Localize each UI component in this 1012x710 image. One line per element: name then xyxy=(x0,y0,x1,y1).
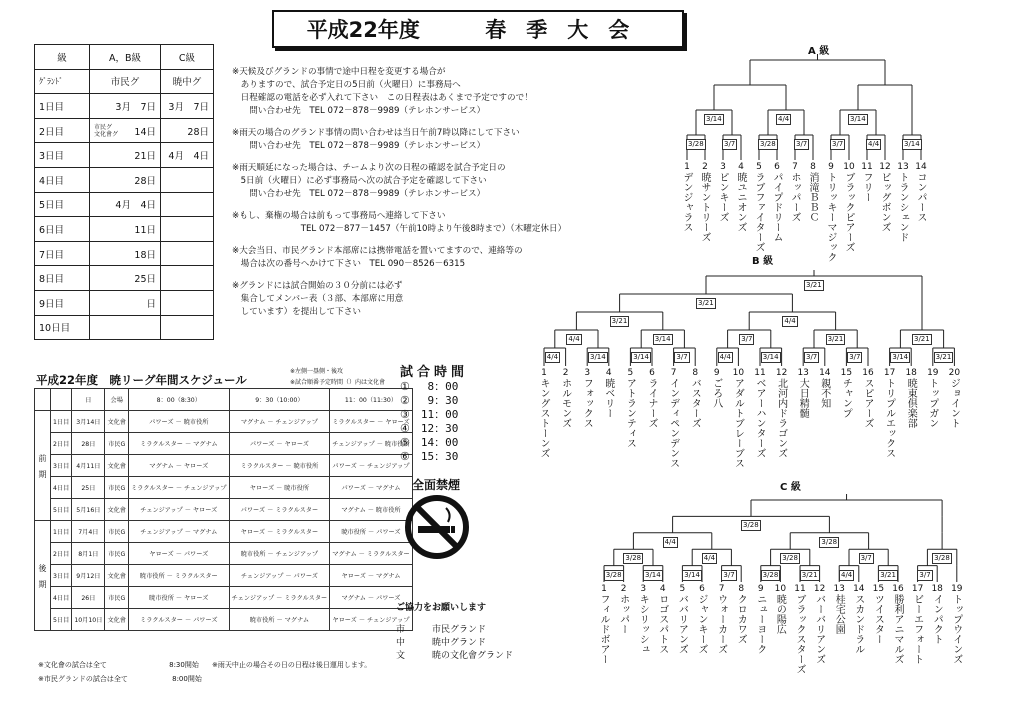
bracket-team-name: 大日精髄 xyxy=(797,378,809,418)
league-game: パワーズ － 暁市役所 xyxy=(129,411,230,433)
bracket-date: 3/14 xyxy=(892,353,909,361)
bracket-team-name: ごろ八 xyxy=(710,378,722,408)
bracket-date: 3/14 xyxy=(645,570,661,579)
bracket-team-number: 11 xyxy=(754,368,766,378)
thanks-line: 文 暁の文化會グランド xyxy=(396,651,514,661)
bracket-date: 4/4 xyxy=(546,353,559,361)
league-game: チェンジアップ － 暁市役所 xyxy=(330,433,413,455)
bracket-team-number: 16 xyxy=(862,368,874,378)
bracket-team-name: トップウインズ xyxy=(950,594,962,664)
league-game: チェンジアップ － ヤローズ xyxy=(129,499,230,521)
thanks-line: 中 暁中グランド xyxy=(396,638,487,648)
schedule-c: 4月 4日 xyxy=(161,143,214,168)
note-item: ※天候及びグランドの事情で途中日程を変更する場合が ありますので、試合予定日の5日前（火曜日）に事務局へ 日程確認の電話を必ず入れて下さい この日程表はあくまで予定ですので！ 問い合わせ先 TEL 072－878－9989（テレホンサービス） xyxy=(232,67,533,116)
league-day-num: 2日目 xyxy=(51,433,72,455)
note-item: ※もし、棄権の場合は前もって事務局へ連絡して下さい TEL 072－877－1457（午前10時より午後8時まで）（木曜定休日） xyxy=(232,211,567,234)
schedule-ab: 3月 7日 xyxy=(90,94,161,119)
league-game: マグナム － チェンジアップ xyxy=(229,411,330,433)
bracket-team-number: 7 xyxy=(792,162,798,172)
bracket-team-number: 1 xyxy=(541,368,547,378)
bracket-team-name: 暁ベリー xyxy=(602,378,614,418)
league-day-num: 3日目 xyxy=(51,455,72,477)
bracket-team-name: スカンドラル xyxy=(852,594,864,654)
note-item: ※グランドには試合開始の３０分前には必ず 集合してメンバー表（３部、本部席に用意 しています）を提出して下さい xyxy=(232,281,404,317)
league-venue: 市民G xyxy=(105,543,129,565)
note-item: ※大会当日、市民グランド本部席には携帯電話を置いてますので、連絡等の 場合は次の番号へかけて下さい TEL 090－8526－6315 xyxy=(232,246,523,269)
league-game: ミラクルスター － ヤローズ xyxy=(330,411,413,433)
bracket-date: 3/21 xyxy=(611,317,628,325)
league-game: マグナム － 暁市役所 xyxy=(330,499,413,521)
league-venue: 文化會 xyxy=(105,411,129,433)
bracket-date: 4/4 xyxy=(703,554,716,563)
schedule-day: 4日目 xyxy=(35,167,90,192)
bracket-team-number: 12 xyxy=(775,368,788,378)
league-legend-1: ※左側一塁側・後攻 xyxy=(290,368,344,375)
bracket-date: 4/4 xyxy=(868,140,880,148)
league-game: ミラクルスター － 暁市役所 xyxy=(229,455,330,477)
schedule-ab: 4月 4日 xyxy=(90,192,161,217)
league-legend-2: ※試合順番予定時間（）内は文化會 xyxy=(290,379,386,386)
bracket-team-number: 5 xyxy=(679,584,686,594)
league-game: ヤローズ － ミラクルスター xyxy=(229,521,330,543)
bracket-team-number: 9 xyxy=(757,584,764,594)
bracket-team-name: 消滝ＢＢＣ xyxy=(807,172,818,222)
bracket-date: 3/7 xyxy=(676,353,688,361)
bracket-team-name: 暁東倶楽部 xyxy=(905,378,917,428)
bracket-team-number: 9 xyxy=(713,368,720,378)
schedule-ab: 28日 xyxy=(90,167,161,192)
schedule-day: 9日目 xyxy=(35,290,90,315)
bracket-team-name: ベアーハンターズ xyxy=(754,378,765,458)
schedule-day: 10日目 xyxy=(35,315,90,340)
bracket-team-name: バーバリアンズ xyxy=(813,594,825,664)
bracket-team-name: トランシェンド xyxy=(897,172,908,242)
title-year: 平成22年度 xyxy=(306,18,420,42)
schedule-ab-note: 市民グ 文化會グ xyxy=(94,123,119,138)
bracket-team-number: 16 xyxy=(892,584,904,594)
bracket-a-title: A 級 xyxy=(808,46,830,57)
league-game: 暁市役所 － マグナム xyxy=(229,609,330,631)
schedule-c: 3月 7日 xyxy=(161,94,214,119)
schedule-ab: 日 xyxy=(90,290,161,315)
bracket-team-number: 7 xyxy=(718,584,725,594)
league-venue: 市民G xyxy=(105,587,129,609)
bracket-team-name: 暁ユニオンズ xyxy=(735,172,746,232)
league-day-num: 4日目 xyxy=(51,477,72,499)
league-day-num: 1日目 xyxy=(51,521,72,543)
league-venue: 文化會 xyxy=(105,455,129,477)
schedule-header: 級 xyxy=(35,45,90,70)
bracket-team-name: ビーエフォート xyxy=(911,594,923,664)
bracket-team-number: 4 xyxy=(738,162,744,172)
league-date: 5月16日 xyxy=(72,499,105,521)
league-half-label: 後 期 xyxy=(35,521,51,631)
bracket-team-name: パイプドリーム xyxy=(771,172,782,242)
bracket-team-number: 12 xyxy=(813,584,826,594)
league-game: ミラクルスター － パワーズ xyxy=(129,609,230,631)
match-time: ⑤ 14：00 xyxy=(400,436,459,449)
bracket-date: 3/28 xyxy=(605,570,622,579)
league-game: パワーズ － チェンジアップ xyxy=(330,455,413,477)
bracket-date: 4/4 xyxy=(568,335,580,343)
bracket-team-number: 12 xyxy=(879,162,891,172)
bracket-team-number: 18 xyxy=(905,368,917,378)
bracket-date: 3/21 xyxy=(935,353,952,361)
bracket-team-name: ホッパー xyxy=(617,594,629,634)
bracket-team-name: アトランティス xyxy=(624,378,636,448)
bracket-date: 3/28 xyxy=(760,140,776,148)
bracket-team-name: デンジャラス xyxy=(681,172,692,232)
bracket-date: 4/4 xyxy=(778,115,790,123)
bracket-team-name: ピンキーズ xyxy=(717,172,728,222)
bracket-date: 3/14 xyxy=(904,140,920,148)
bracket-date: 3/21 xyxy=(827,335,844,343)
bracket-team-name: ブラックスターズ xyxy=(794,594,805,674)
league-venue: 文化會 xyxy=(105,565,129,587)
league-game: チェンジアップ － ミラクルスター xyxy=(229,587,330,609)
bracket-b-title: B 級 xyxy=(752,256,774,267)
league-day-num: 4日目 xyxy=(51,587,72,609)
bracket-date: 3/14 xyxy=(850,115,866,123)
bracket-team-number: 18 xyxy=(931,584,943,594)
bracket-date: 3/7 xyxy=(741,335,753,343)
bracket-team-name: インパクト xyxy=(931,594,943,644)
schedule-day: 3日目 xyxy=(35,143,90,168)
ground-ab: 市民グ xyxy=(90,69,161,94)
bracket-date: 3/14 xyxy=(684,570,700,579)
league-date: 4月11日 xyxy=(72,455,105,477)
bracket-date: 3/21 xyxy=(801,570,818,579)
league-venue: 文化會 xyxy=(105,499,129,521)
bracket-team-number: 1 xyxy=(601,584,607,594)
schedule-header: C級 xyxy=(161,45,214,70)
bracket-team-number: 5 xyxy=(627,368,634,378)
league-day-num: 5日目 xyxy=(51,499,72,521)
bracket-date: 3/7 xyxy=(806,353,818,361)
schedule-header: A，B級 xyxy=(90,45,161,70)
league-date: 9月12日 xyxy=(72,565,105,587)
league-venue: 市民G xyxy=(105,477,129,499)
bracket-team-number: 4 xyxy=(659,584,666,594)
bracket-team-number: 13 xyxy=(797,368,809,378)
bracket-date: 3/7 xyxy=(919,570,931,579)
bracket-team-name: フリー xyxy=(861,172,872,202)
schedule-ab: 25日 xyxy=(90,266,161,291)
league-date: 26日 xyxy=(72,587,105,609)
bracket-team-name: ロゴスパトス xyxy=(656,594,668,654)
bracket-team-number: 6 xyxy=(699,584,705,594)
bracket-date: 3/28 xyxy=(934,554,950,563)
bracket-team-number: 19 xyxy=(927,368,939,378)
bracket-team-number: 14 xyxy=(853,584,865,594)
bracket-date: 3/7 xyxy=(796,140,808,148)
bracket-team-number: 17 xyxy=(911,584,924,594)
thanks-title: ご協力をお願いします xyxy=(396,603,487,613)
bracket-team-name: ホッパーズ xyxy=(789,172,800,222)
bracket-team-number: 2 xyxy=(620,584,627,594)
bracket-date: 4/4 xyxy=(664,537,676,546)
bracket-team-name: ババリアンズ xyxy=(676,594,688,654)
bracket-team-number: 19 xyxy=(951,584,963,594)
bracket-team-name: キシリッシュ xyxy=(637,594,649,654)
bracket-team-name: 親不知 xyxy=(818,378,830,408)
league-game: ヤローズ － マグナム xyxy=(330,565,413,587)
league-header: 日 xyxy=(72,389,105,411)
league-half-label: 前 期 xyxy=(35,411,51,521)
league-game: マグナム － パワーズ xyxy=(330,587,413,609)
league-game: ヤローズ － 暁市役所 xyxy=(229,477,330,499)
bracket-date: 3/14 xyxy=(654,335,671,343)
bracket-team-number: 8 xyxy=(810,162,816,172)
bracket-team-number: 15 xyxy=(840,368,853,378)
ground-c: 暁中グ xyxy=(161,69,214,94)
bracket-team-number: 8 xyxy=(692,368,699,378)
league-game: パワーズ － マグナム xyxy=(330,477,413,499)
schedule-day: 5日目 xyxy=(35,192,90,217)
bracket-team-number: 13 xyxy=(897,162,909,172)
bracket-date: 4/4 xyxy=(784,317,796,325)
schedule-day: 2日目 xyxy=(35,118,90,143)
bracket-date: 3/7 xyxy=(849,353,861,361)
league-date: 28日 xyxy=(72,433,105,455)
schedule-day: 7日目 xyxy=(35,241,90,266)
bracket-team-number: 10 xyxy=(774,584,787,594)
league-header: 11：00（11:30） xyxy=(330,389,413,411)
match-time: ③ 11：00 xyxy=(400,408,459,421)
bracket-team-number: 11 xyxy=(794,584,806,594)
league-header: 9：30（10:00） xyxy=(229,389,330,411)
footnote-time: 8:30開始 xyxy=(169,661,199,669)
match-time: ② 9：30 xyxy=(400,394,459,407)
bracket-team-number: 6 xyxy=(774,162,780,172)
match-time: ① 8：00 xyxy=(400,380,459,393)
bracket-team-number: 13 xyxy=(833,584,845,594)
bracket-team-number: 2 xyxy=(702,162,708,172)
bracket-team-number: 10 xyxy=(732,368,745,378)
league-date: 10月10日 xyxy=(72,609,105,631)
bracket-team-name: キングストーンズ xyxy=(538,378,549,458)
league-date: 25日 xyxy=(72,477,105,499)
bracket-team-number: 1 xyxy=(684,162,690,172)
bracket-date: 3/7 xyxy=(860,554,872,563)
league-venue: 文化會 xyxy=(105,609,129,631)
schedule-ab: 18日 xyxy=(90,241,161,266)
league-day-num: 1日目 xyxy=(51,411,72,433)
bracket-team-number: 9 xyxy=(828,162,834,172)
league-game: 暁市役所 － チェンジアップ xyxy=(229,543,330,565)
thanks-line: 市 市民グランド xyxy=(396,625,487,635)
bracket-team-name: 暁の陽広 xyxy=(774,594,786,634)
bracket-team-name: 北河内ドラゴンズ xyxy=(775,378,787,458)
league-header: 8：00（8:30） xyxy=(129,389,230,411)
league-date: 7月4日 xyxy=(72,521,105,543)
bracket-team-number: 6 xyxy=(649,368,655,378)
league-game: ミラクルスター － マグナム xyxy=(129,433,230,455)
schedule-day: 6日目 xyxy=(35,217,90,242)
bracket-date: 3/7 xyxy=(724,140,736,148)
bracket-team-number: 10 xyxy=(843,162,855,172)
league-game: マグナム － ミラクルスター xyxy=(330,543,413,565)
bracket-date: 3/21 xyxy=(698,299,714,307)
bracket-team-name: バスターズ xyxy=(689,378,701,428)
schedule-c: 28日 xyxy=(161,118,214,143)
bracket-date: 3/14 xyxy=(706,115,722,123)
schedule-ab: 11日 xyxy=(90,217,161,242)
bracket-team-name: ジョイント xyxy=(948,378,960,428)
bracket-team-name: フォックス xyxy=(581,378,593,428)
bracket-date: 3/28 xyxy=(821,537,838,546)
league-game: ミラクルスター － チェンジアップ xyxy=(129,477,230,499)
ground-label: ｸﾞﾗﾝﾄﾞ xyxy=(35,69,90,94)
note-item: ※雨天の場合のグランド事情の問い合わせは当日午前7時以降にして下さい 問い合わせ先 TEL 072－878－9989（テレホンサービス） xyxy=(232,128,520,151)
bracket-team-number: 11 xyxy=(861,162,873,172)
league-date: 8月1日 xyxy=(72,543,105,565)
footnote-time: 8:00開始 xyxy=(172,675,202,683)
league-game: パワーズ － ミラクルスター xyxy=(229,499,330,521)
bracket-team-number: 3 xyxy=(584,368,591,378)
schedule-ab: 市民グ 文化會グ 14日 xyxy=(90,118,161,143)
league-game: ヤローズ － パワーズ xyxy=(129,543,230,565)
league-game: 暁市役所 － パワーズ xyxy=(330,521,413,543)
match-time: ④ 12：30 xyxy=(400,422,459,435)
bracket-date: 3/7 xyxy=(832,140,844,148)
bracket-team-name: フィルドボアー xyxy=(598,594,609,664)
bracket-team-name: スピアーズ xyxy=(862,378,873,428)
bracket-team-name: ラブファイターズ xyxy=(753,172,764,252)
schedule-day: 1日目 xyxy=(35,94,90,119)
bracket-team-number: 14 xyxy=(819,368,831,378)
schedule-ab: 21日 xyxy=(90,143,161,168)
bracket-date: 3/21 xyxy=(914,335,930,343)
no-smoking-label: 全面禁煙 xyxy=(412,478,461,492)
bracket-team-name: ツイスター xyxy=(872,594,884,644)
bracket-date: 4/4 xyxy=(841,570,853,579)
bracket-team-number: 14 xyxy=(915,162,927,172)
league-venue: 市民G xyxy=(105,433,129,455)
bracket-date: 4/4 xyxy=(719,353,731,361)
bracket-team-name: チャンプ xyxy=(840,378,852,418)
league-game: 暁市役所 － ミラクルスター xyxy=(129,565,230,587)
bracket-date: 3/28 xyxy=(762,570,779,579)
bracket-date: 3/14 xyxy=(762,353,779,361)
league-header: 会場 xyxy=(105,389,129,411)
bracket-team-name: トリッキーマジック xyxy=(825,172,836,262)
league-game: チェンジアップ － パワーズ xyxy=(229,565,330,587)
bracket-team-name: ライナーズ xyxy=(646,378,657,428)
bracket-team-name: クロカワズ xyxy=(735,594,747,644)
bracket-date: 3/21 xyxy=(806,281,822,289)
league-title: 平成22年度 暁リーグ年間スケジュール xyxy=(36,373,247,387)
bracket-team-name: トップガン xyxy=(926,378,938,428)
bracket-team-name: コンパース xyxy=(915,172,926,222)
bracket-team-name: 勝利アニマルズ xyxy=(892,594,903,664)
bracket-date: 3/21 xyxy=(880,570,896,579)
bracket-team-name: 桂宅公園 xyxy=(833,594,845,634)
bracket-team-name: インディペンデンス xyxy=(667,378,679,468)
bracket-date: 3/28 xyxy=(688,140,704,148)
bracket-team-number: 17 xyxy=(883,368,896,378)
rain-note: ※雨天中止の場合その日の日程は後日運用します。 xyxy=(212,661,372,669)
league-game: パワーズ － ヤローズ xyxy=(229,433,330,455)
bracket-c-title: C 級 xyxy=(780,482,801,493)
league-game: 暁市役所 － ヤローズ xyxy=(129,587,230,609)
bracket-team-name: ブラックピアーズ xyxy=(843,172,854,252)
bracket-team-name: ビッグボンズ xyxy=(879,172,890,232)
match-time: ⑥ 15：30 xyxy=(400,450,459,463)
bracket-date: 3/7 xyxy=(723,570,735,579)
bracket-team-number: 20 xyxy=(948,368,961,378)
bracket-date: 3/28 xyxy=(625,554,642,563)
bracket-date: 3/14 xyxy=(633,353,649,361)
bracket-team-name: アダルトブレーブス xyxy=(732,378,744,468)
bracket-team-number: 15 xyxy=(872,584,885,594)
league-day-num: 3日目 xyxy=(51,565,72,587)
bracket-team-name: ニューヨーク xyxy=(754,594,766,654)
league-game: ヤローズ － チェンジアップ xyxy=(330,609,413,631)
bracket-team-number: 3 xyxy=(720,162,726,172)
bracket-team-name: ジャンキーズ xyxy=(696,594,707,654)
times-title: 試合時間 xyxy=(400,365,469,380)
league-game: チェンジアップ － マグナム xyxy=(129,521,230,543)
league-date: 3月14日 xyxy=(72,411,105,433)
bracket-team-number: 2 xyxy=(562,368,569,378)
bracket-date: 3/28 xyxy=(782,554,798,563)
bracket-team-number: 8 xyxy=(738,584,745,594)
bracket-team-name: ホルモンズ xyxy=(559,378,571,428)
bracket-team-name: トリプルエックス xyxy=(883,378,895,458)
note-item: ※雨天順延になった場合は、チームより次の日程の確認を試合予定日の 5日前（火曜日）に必ず事務局へ次の試合予定を確認して下さい 問い合わせ先 TEL 072－878－9989（テレホンサービス） xyxy=(232,163,506,199)
footnote-label: ※市民グランドの試合は全て xyxy=(38,675,128,683)
footnote-label: ※文化會の試合は全て xyxy=(38,661,107,669)
bracket-team-number: 7 xyxy=(670,368,677,378)
bracket-team-name: 暁サントリーズ xyxy=(699,172,710,242)
title-event: 春季大会 xyxy=(485,18,650,42)
bracket-team-number: 4 xyxy=(605,368,612,378)
league-day-num: 2日目 xyxy=(51,543,72,565)
league-game: マグナム － ヤローズ xyxy=(129,455,230,477)
schedule-day: 8日目 xyxy=(35,266,90,291)
league-venue: 市民G xyxy=(105,521,129,543)
bracket-date: 3/28 xyxy=(743,521,759,530)
league-day-num: 5日目 xyxy=(51,609,72,631)
bracket-date: 3/14 xyxy=(590,353,606,361)
bracket-team-name: ウォーカーズ xyxy=(715,594,727,654)
bracket-team-number: 5 xyxy=(756,162,762,172)
bracket-team-number: 3 xyxy=(640,584,647,594)
